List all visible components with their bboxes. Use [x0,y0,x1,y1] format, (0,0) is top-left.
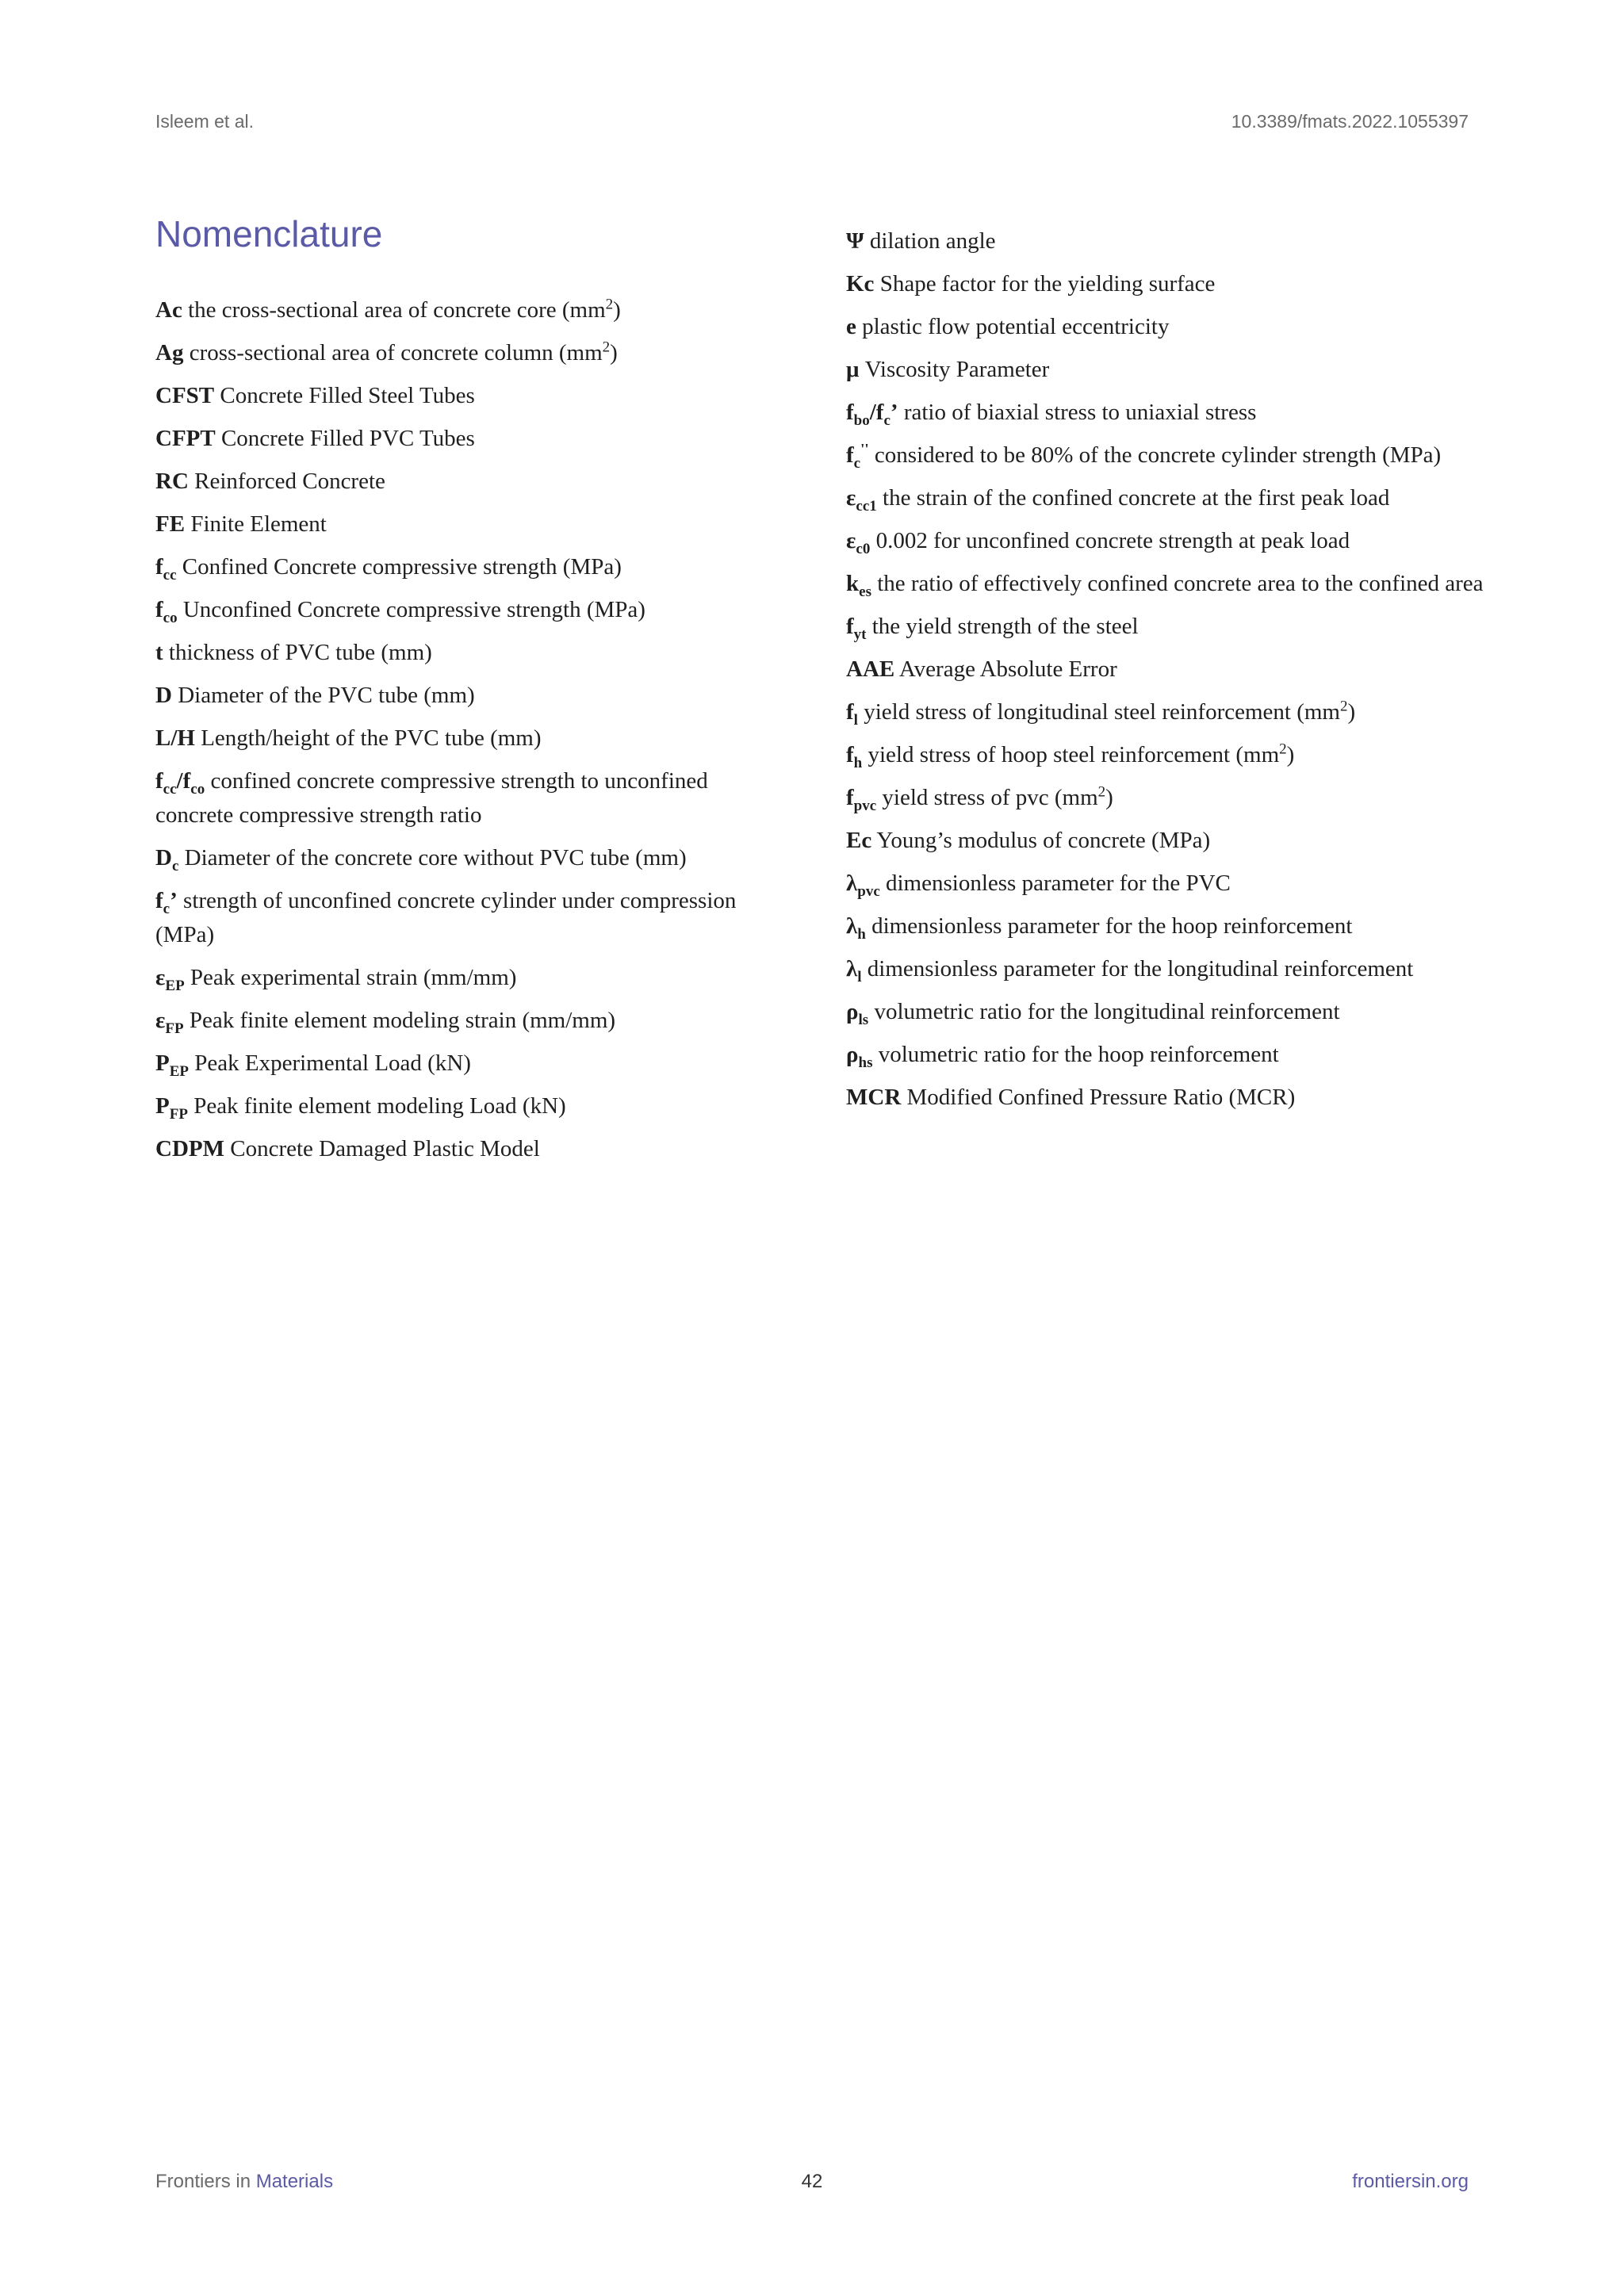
nomenclature-entry-cfpt [155,422,782,456]
entry-term-term: D [155,683,172,708]
entry-term [846,656,894,682]
entry-definition: the strain of the confined concrete at the first peak load [876,485,1390,511]
entry-term-term2: /f [176,768,191,794]
entry-term-sub: co [163,609,178,626]
nomenclature-entry-lpvc [846,867,1492,901]
entry-term [155,383,214,408]
nomenclature-entry-ecc1 [846,481,1492,515]
entry-definition: Finite Element [185,511,327,537]
entry-term-term: f [846,614,854,639]
entry-term-sub: cc [163,566,177,584]
entry-term-term: λ [846,871,858,896]
nomenclature-entry-cdpm [155,1132,782,1166]
entry-term [846,828,871,853]
entry-term [155,597,178,626]
entry-term-term: f [155,597,163,622]
entry-term [155,469,189,494]
nomenclature-entry-kes [846,567,1492,601]
entry-term-term: e [846,314,856,339]
entry-term-sub: FP [169,1105,188,1123]
entry-definition: Confined Concrete compressive strength (MPa) [176,554,622,580]
entry-term [846,271,874,297]
entry-term-term: D [155,845,172,871]
nomenclature-entry-eep [155,961,782,995]
entry-term [155,725,195,751]
entry-term-term: f [155,554,163,580]
entry-term [155,683,172,708]
entry-definition: the yield strength of the steel [866,614,1139,639]
entry-term-term: P [155,1093,170,1119]
entry-definition: confined concrete compressive strength to unconfined concrete compressive strength ratio [155,768,708,828]
nomenclature-entry-dc [155,841,782,875]
entry-term-term: f [846,400,854,425]
nomenclature-entry-t [155,636,782,670]
entry-term-term: ε [846,485,856,511]
entry-term [846,699,858,729]
entry-term-term: ρ [846,1042,859,1067]
entry-term [846,871,880,900]
entry-term-term: ρ [846,999,859,1024]
nomenclature-entry-ag [155,336,782,370]
nomenclature-entry-pep [155,1047,782,1081]
entry-term-term: f [846,785,854,810]
entry-term [846,999,869,1028]
entry-term-sub: EP [165,977,185,994]
entry-definition: Young’s modulus of concrete (MPa) [871,828,1211,853]
nomenclature-entry-fbo [846,396,1492,430]
nomenclature-entry-rc [155,465,782,499]
entry-term [846,1085,901,1110]
nomenclature-entry-fcc [155,550,782,584]
entry-term-term: k [846,571,860,596]
entry-term-term: ε [846,528,856,553]
entry-term-sub: EP [169,1062,189,1080]
entry-definition: Shape factor for the yielding surface [874,271,1216,297]
entry-term-term: Ac [155,297,182,323]
entry-term-term: RC [155,469,189,494]
header-authors: Isleem et al. [155,111,254,132]
nomenclature-entry-ec0 [846,524,1492,558]
nomenclature-entry-lh [155,721,782,756]
entry-term-term: μ [846,357,860,382]
entry-definition: strength of unconfined concrete cylinder under compression (MPa) [155,888,737,947]
entry-term [155,845,179,874]
entry-term-term: CFPT [155,426,216,451]
entry-definition: Concrete Damaged Plastic Model [224,1136,540,1161]
entry-definition: yield stress of pvc (mm [876,785,1098,810]
page-number: 42 [801,2171,823,2192]
entry-term-sub: cc1 [856,497,877,515]
entry-term-sub: h [853,754,863,771]
entry-term-term: λ [846,913,858,939]
entry-term [846,314,856,339]
entry-definition: Viscosity Parameter [859,357,1050,382]
entry-term [846,614,867,643]
entry-term-sub: pvc [853,797,877,814]
nomenclature-entry-fh [846,738,1492,772]
nomenclature-entry-rhs [846,1038,1492,1072]
nomenclature-entry-psi [846,224,1492,258]
entry-term [155,1008,184,1037]
entry-term-sub: FP [165,1020,184,1037]
entry-term-term: MCR [846,1085,902,1110]
entry-sup: 2 [605,296,614,313]
entry-definition: volumetric ratio for the hoop reinforcement [872,1042,1279,1067]
entry-term-term2: /f [869,400,884,425]
entry-term [846,913,866,943]
entry-definition: dimensionless parameter for the longitudinal reinforcement [861,956,1414,982]
footer-site-link[interactable]: frontiersin.org [1352,2171,1469,2192]
entry-term [846,785,877,814]
nomenclature-right-column [846,224,1492,1123]
entry-term-sub: c [171,857,179,874]
entry-term-term: f [846,699,854,725]
entry-term [155,1093,188,1123]
entry-definition: ratio of biaxial stress to uniaxial stress [898,400,1257,425]
nomenclature-left-column [155,293,782,1175]
entry-definition: volumetric ratio for the longitudinal reinforcement [868,999,1340,1024]
entry-definition: Peak finite element modeling strain (mm/mm) [183,1008,616,1033]
entry-term [155,888,178,917]
entry-term-sub: c [163,900,170,917]
entry-term-term: CDPM [155,1136,224,1161]
nomenclature-entry-pfp [155,1089,782,1123]
entry-term [155,965,185,994]
entry-term [155,297,182,323]
entry-definition: Peak Experimental Load (kN) [189,1050,471,1076]
entry-definition: yield stress of hoop steel reinforcement (mm [862,742,1280,767]
entry-term [846,485,877,515]
entry-definition: 0.002 for unconfined concrete strength at peak load [870,528,1350,553]
nomenclature-entry-fl [846,695,1492,729]
entry-sup: 2 [602,339,611,356]
entry-term [846,571,871,600]
nomenclature-entry-mu [846,353,1492,387]
entry-term [846,956,862,985]
entry-term-term: Ec [846,828,872,853]
entry-term-term: FE [155,511,186,537]
nomenclature-entry-fccfco [155,764,782,832]
footer-journal-accent: Materials [255,2171,334,2192]
entry-term-term: Ag [155,340,184,365]
nomenclature-entry-ec [846,824,1492,858]
entry-definition: Average Absolute Error [894,656,1117,682]
entry-tail: ) [1286,742,1295,767]
entry-term [846,357,859,382]
footer-journal-prefix: Frontiers in [155,2171,256,2192]
entry-term [846,1042,873,1071]
nomenclature-entry-lh2 [846,909,1492,943]
entry-definition: plastic flow potential eccentricity [856,314,1170,339]
entry-term [846,528,871,557]
entry-definition: dilation angle [864,228,996,254]
nomenclature-entry-rls [846,995,1492,1029]
entry-term-sub: c0 [856,540,871,557]
header-doi: 10.3389/fmats.2022.1055397 [1231,111,1469,132]
entry-term-sub: ls [858,1011,869,1028]
entry-term-term: P [155,1050,170,1076]
nomenclature-entry-mcr [846,1081,1492,1115]
entry-term-term: CFST [155,383,215,408]
nomenclature-entry-fpvc [846,781,1492,815]
entry-term [155,340,183,365]
entry-term-sub: l [853,711,858,729]
entry-definition: dimensionless parameter for the PVC [879,871,1231,896]
entry-term [846,400,898,429]
entry-definition: cross-sectional area of concrete column (mm [183,340,603,365]
entry-term-term: AAE [846,656,895,682]
entry-definition: the ratio of effectively confined concrete area to the confined area [871,571,1484,596]
entry-term [155,640,163,665]
entry-term-sub: pvc [857,882,880,900]
entry-definition: the cross-sectional area of concrete core (mm [182,297,606,323]
entry-term [846,441,869,472]
entry-sup: 2 [1340,698,1348,715]
entry-term-sub: h [857,925,866,943]
entry-definition: Length/height of the PVC tube (mm) [194,725,542,751]
nomenclature-entry-fcdp [846,438,1492,473]
entry-term-term: ε [155,965,166,990]
entry-term-sub2: co [190,780,205,798]
entry-term [155,768,205,798]
entry-term-term: ε [155,1008,166,1033]
entry-term-sub2: c [883,411,891,429]
entry-term-term: f [846,742,854,767]
nomenclature-entry-fyt [846,610,1492,644]
entry-definition: Diameter of the concrete core without PVC tube (mm) [178,845,687,871]
entry-definition: Concrete Filled Steel Tubes [214,383,475,408]
entry-definition: Modified Confined Pressure Ratio (MCR) [901,1085,1296,1110]
entry-term-term: t [155,640,163,665]
entry-term-term: f [155,768,163,794]
entry-term-sub: hs [858,1054,873,1071]
entry-tail: ) [1105,785,1113,810]
nomenclature-entry-e [846,310,1492,344]
entry-term [846,742,863,771]
nomenclature-entry-efp [155,1004,782,1038]
entry-definition: Diameter of the PVC tube (mm) [171,683,475,708]
entry-definition: thickness of PVC tube (mm) [163,640,432,665]
entry-definition: Peak experimental strain (mm/mm) [184,965,517,990]
entry-definition: Concrete Filled PVC Tubes [215,426,475,451]
entry-term [155,554,177,584]
entry-term-sub: c [853,454,861,472]
entry-term-term: Kc [846,271,875,297]
entry-term-term2: ’ [170,888,178,913]
entry-term [155,1136,224,1161]
entry-tail: ) [1347,699,1356,725]
nomenclature-entry-fcprime [155,884,782,952]
nomenclature-entry-ac [155,293,782,327]
entry-term-sub: yt [853,626,867,643]
entry-term-sup-term: '' [860,441,869,458]
nomenclature-entry-kc [846,267,1492,301]
entry-tail: ) [613,297,621,323]
entry-definition: considered to be 80% of the concrete cylinder strength (MPa) [868,442,1442,468]
section-heading: Nomenclature [155,213,383,254]
entry-term [155,511,185,537]
nomenclature-entry-aae [846,652,1492,687]
nomenclature-entry-fe [155,507,782,541]
entry-term-term: L/H [155,725,195,751]
entry-term-sub: es [859,583,871,600]
entry-term [846,228,864,254]
entry-tail: ) [610,340,618,365]
entry-definition: Reinforced Concrete [188,469,385,494]
entry-term-term: Ψ [846,228,864,254]
entry-term-term3: ’ [890,400,898,425]
entry-term-term: f [155,888,163,913]
entry-term-sub: bo [853,411,870,429]
entry-definition: dimensionless parameter for the hoop reinforcement [865,913,1353,939]
entry-term [155,1050,189,1080]
entry-term-sub: l [857,968,862,985]
entry-definition: Unconfined Concrete compressive strength (MPa) [177,597,645,622]
entry-definition: yield stress of longitudinal steel reinforcement (mm [857,699,1340,725]
entry-sup: 2 [1279,740,1287,758]
entry-term-sub: cc [163,780,177,798]
entry-term-term: λ [846,956,858,982]
entry-definition: Peak finite element modeling Load (kN) [187,1093,566,1119]
nomenclature-entry-cfst [155,379,782,413]
entry-sup: 2 [1097,783,1106,801]
nomenclature-entry-ll [846,952,1492,986]
entry-term [155,426,216,451]
entry-term-term: f [846,442,854,468]
nomenclature-entry-fco [155,593,782,627]
nomenclature-entry-d [155,679,782,713]
